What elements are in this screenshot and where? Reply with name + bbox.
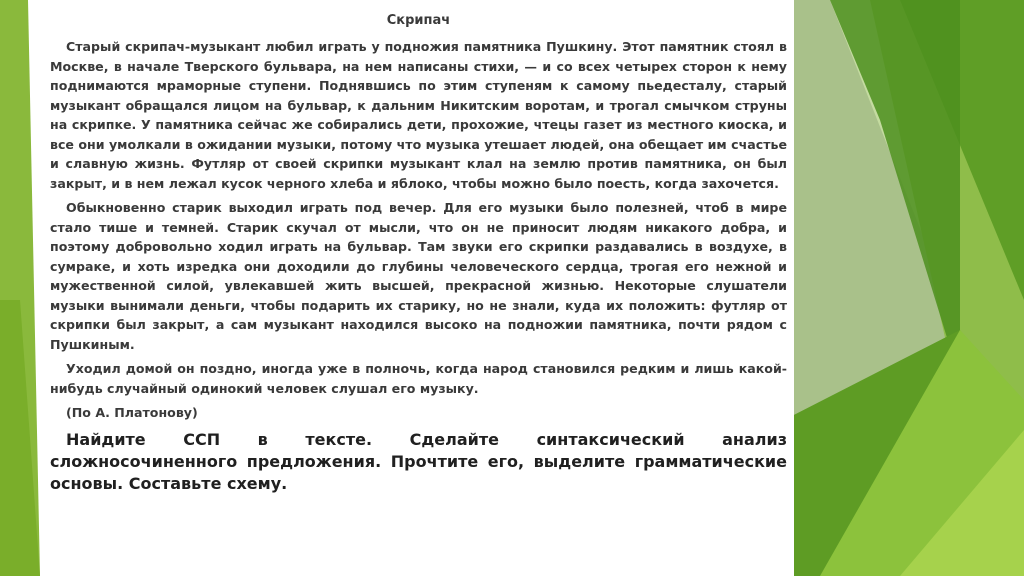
slide-content (50, 8, 787, 495)
slide-title: Скрипач (386, 13, 451, 28)
paragraph-2: Обыкновенно старик выходил играть под вечер. Для его музыки было полезней, чтоб в мире стало тише и темней. Старик скучал от мысли, что он не приносит людям никакого добра, и поэтому добровольно ходил играть на бульвар. Там звуки его скрипки раздавались в воздухе, в сумраке, и хоть изредка они доходили до глубины человеческого сердца, трогая его нежной и мужественной силой, увлекавшей жить высшей, прекрасной жизнью. Некоторые слушатели музыки вынимали деньги, чтобы подарить их старику, но не знали, куда их положить: футляр от скрипки был закрыт, а сам музыкант находился высоко на подножии памятника, почти рядом с Пушкиным. (50, 200, 787, 352)
attribution: (По А. Платонову) (66, 405, 198, 420)
paragraph-3: Уходил домой он поздно, иногда уже в полночь, когда народ становился редким и лишь какой-нибудь случайный одинокий человек слушал его музыку. (50, 361, 787, 396)
paragraph-1: Старый скрипач-музыкант любил играть у подножия памятника Пушкину. Этот памятник стоял в Москве, в начале Тверского бульвара, на нем написаны стихи, — и со всех четырех сторон к нему поднимаются мраморные ступени. Поднявшись по этим ступеням к самому пьедесталу, старый музыкант обращался лицом на бульвар, к дальним Никитским воротам, и трогал смычком струны на скрипке. У памятника сейчас же собирались дети, прохожие, чтецы газет из местного киоска, и все они умолкали в ожидании музыки, потому что музыка утешает людей, она обещает им счастье и славную жизнь. Футляр от своей скрипки музыкант клал на землю против памятника, он был закрыт, и в нем лежал кусок черного хлеба и яблоко, чтобы можно было поесть, когда захочется. (50, 39, 787, 191)
task-text: Найдите ССП в тексте. Сделайте синтаксический анализ сложносочиненного предложения. Прочтите его, выделите грамматические основы. Составьте схему. (50, 429, 787, 493)
